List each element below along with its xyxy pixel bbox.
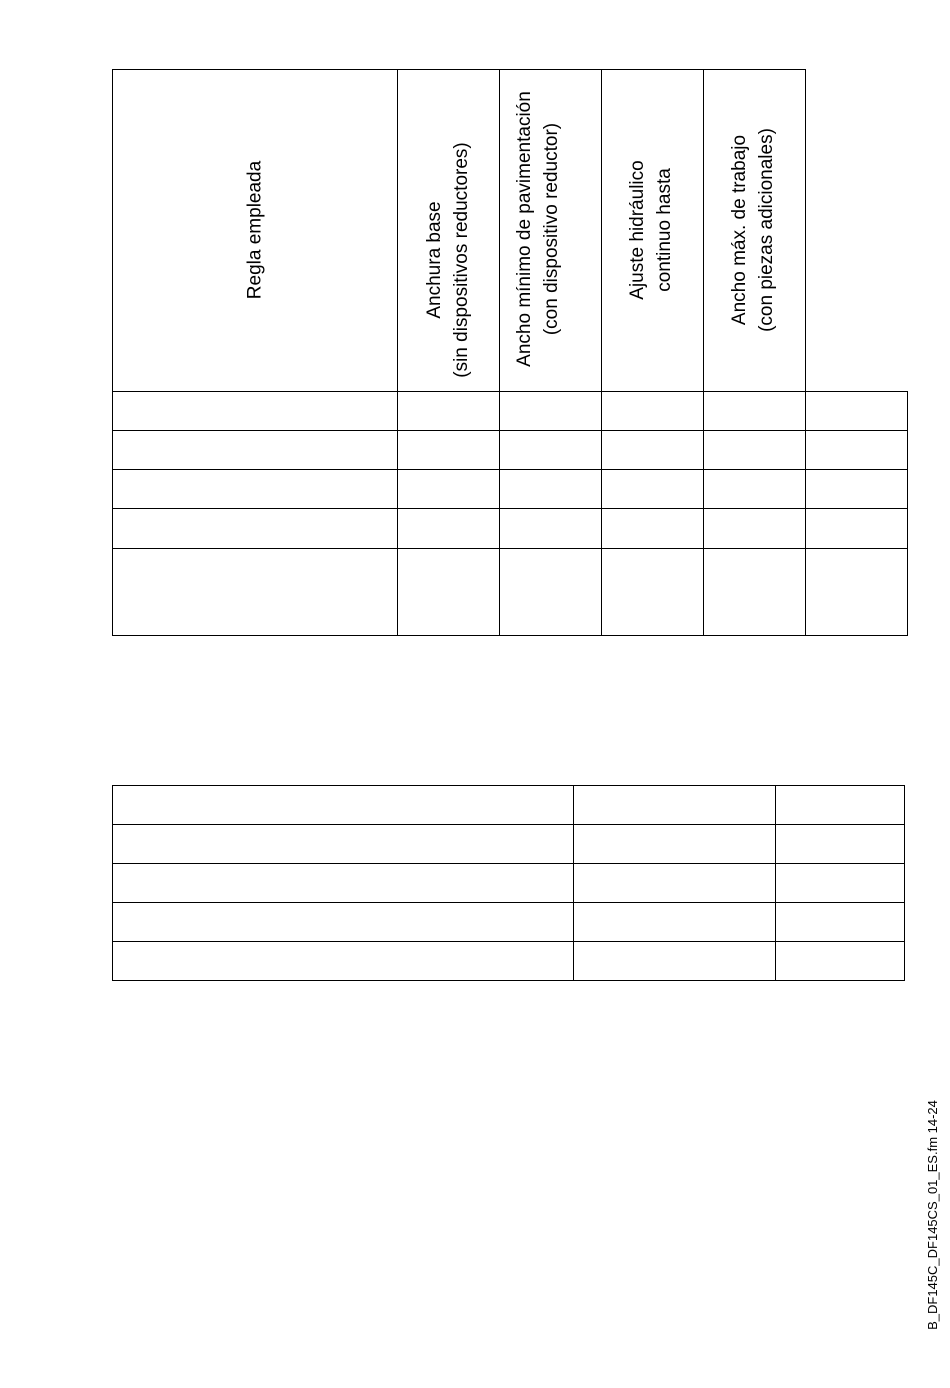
table-row	[112, 941, 905, 981]
table-row	[112, 430, 908, 469]
table-row	[112, 469, 908, 508]
table-row	[112, 391, 908, 430]
header-ancho-max-trabajo: Ancho máx. de trabajo (con piezas adicionales)	[729, 128, 777, 332]
table-row	[112, 863, 905, 902]
table-row	[112, 902, 905, 941]
table-row	[112, 824, 905, 863]
header-ajuste-hidraulico: Ajuste hidráulico continuo hasta	[627, 160, 675, 300]
header-regla-empleada: Regla empleada	[244, 160, 266, 300]
file-reference: B_DF145C_DF145CS_01_ES.fm 14-24	[925, 1100, 940, 1330]
header-ancho-minimo: Ancho mínimo de pavimentación (con dispositivo reductor)	[514, 91, 562, 367]
table-row	[112, 548, 908, 636]
table-row	[112, 508, 908, 548]
table-row	[112, 785, 905, 824]
header-anchura-base: Anchura base (sin dispositivos reductores)	[424, 142, 472, 378]
